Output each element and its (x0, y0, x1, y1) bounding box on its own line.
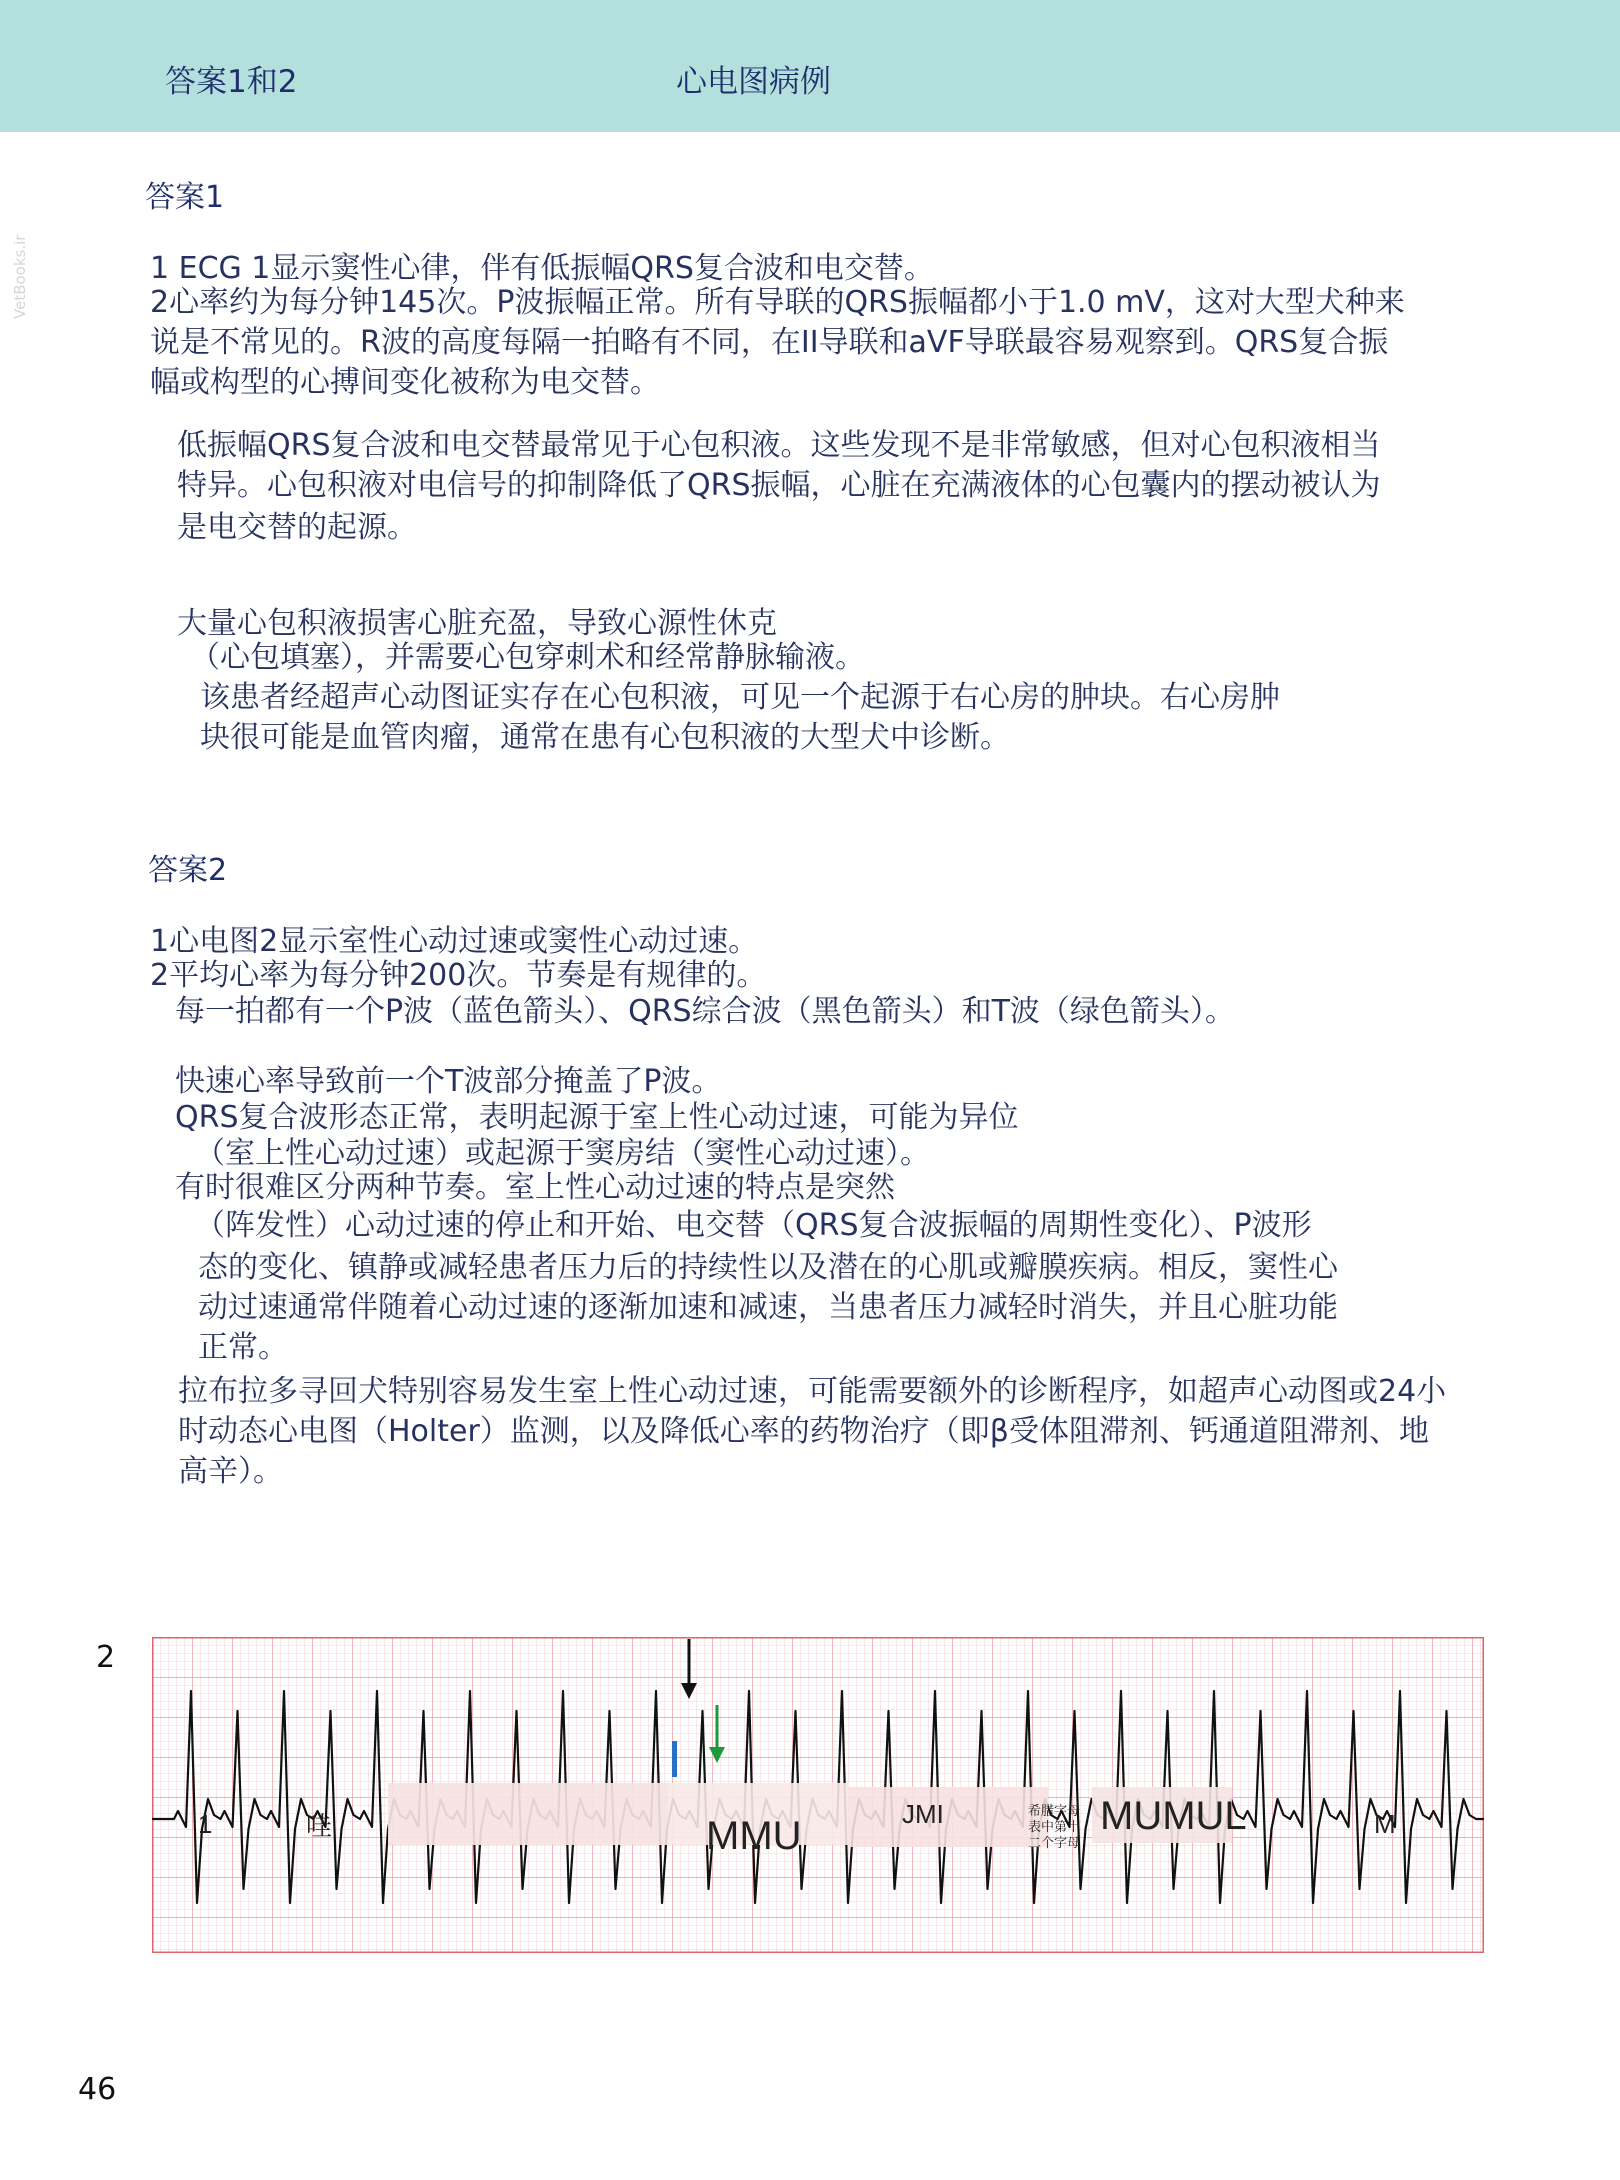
answer1-line: 块很可能是血管肉瘤，通常在患有心包积液的大型犬中诊断。 (200, 720, 1010, 755)
watermark: VetBooks.ir (11, 234, 29, 319)
ecg-label: MMU (706, 1814, 802, 1858)
answer2-line: 拉布拉多寻回犬特别容易发生室上性心动过速，可能需要额外的诊断程序，如超声心动图或24小 (178, 1374, 1447, 1409)
ecg-blur-patch (848, 1787, 1048, 1847)
ecg-label: 1 (198, 1809, 213, 1839)
answer2-line: 2平均心率为每分钟200次。节奏是有规律的。 (150, 958, 767, 993)
p-wave-arrow (672, 1741, 677, 1777)
answer1-line: 该患者经超声心动图证实存在心包积液，可见一个起源于右心房的肿块。右心房肿 (200, 680, 1280, 715)
answer2-line: 动过速通常伴随着心动过速的逐渐加速和减速，当患者压力减轻时消失，并且心脏功能 (198, 1290, 1338, 1325)
ecg-blur-patch (388, 1783, 668, 1845)
ecg-label: MUMUL (1100, 1794, 1247, 1838)
answer1-line: 是电交替的起源。 (177, 510, 417, 545)
answer1-line: 2心率约为每分钟145次。P波振幅正常。所有导联的QRS振幅都小于1.0 mV，这对大型犬种来 (150, 285, 1405, 320)
page-header (0, 0, 1620, 132)
figure-number: 2 (96, 1640, 116, 1675)
answer1-line: 幅或构型的心搏间变化被称为电交替。 (150, 365, 660, 400)
answer2-heading: 答案2 (148, 853, 228, 888)
answer2-line: 有时很难区分两种节奏。室上性心动过速的特点是突然 (175, 1170, 895, 1205)
answer2-line: 1心电图2显示室性心动过速或窦性心动过速。 (150, 924, 759, 959)
ecg-strip (152, 1637, 1484, 1953)
answer2-line: 正常。 (198, 1330, 288, 1365)
answer1-line: 特异。心包积液对电信号的抑制降低了QRS振幅，心脏在充满液体的心包囊内的摆动被认为 (177, 468, 1381, 503)
answer1-heading: 答案1 (145, 180, 225, 215)
answer1-line: 1 ECG 1显示窦性心律，伴有低振幅QRS复合波和电交替。 (150, 251, 934, 286)
ecg-label: 希腊字母 (1028, 1804, 1081, 1819)
answer1-line: 大量心包积液损害心脏充盈，导致心源性休克 (177, 606, 777, 641)
page-number: 46 (78, 2072, 117, 2107)
answer2-line: 高辛）。 (178, 1454, 283, 1489)
answer2-line: （室上性心动过速）或起源于窦房结（窦性心动过速）。 (195, 1136, 930, 1171)
answer2-line: 态的变化、镇静或减轻患者压力后的持续性以及潜在的心肌或瓣膜疾病。相反，窦性心 (198, 1250, 1338, 1285)
ecg-label: JMI (902, 1799, 944, 1829)
answer1-line: 低振幅QRS复合波和电交替最常见于心包积液。这些发现不是非常敏感，但对心包积液相当 (177, 428, 1381, 463)
ecg-label: M (1374, 1809, 1396, 1839)
answer2-line: QRS复合波形态正常，表明起源于室上性心动过速，可能为异位 (175, 1100, 1019, 1135)
answer1-line: （心包填塞），并需要心包穿刺术和经常静脉输液。 (190, 640, 865, 675)
answer2-line: 快速心率导致前一个T波部分掩盖了P波。 (175, 1064, 722, 1099)
answer2-line: 每一拍都有一个P波（蓝色箭头）、QRS综合波（黑色箭头）和T波（绿色箭头）。 (175, 994, 1235, 1029)
header-section-label: 答案1和2 (165, 64, 298, 100)
header-title: 心电图病例 (676, 64, 831, 100)
ecg-label: 二个字母 (1028, 1836, 1081, 1851)
ecg-label: 表中第十 (1028, 1820, 1081, 1835)
answer2-line: 时动态心电图（Holter）监测，以及降低心率的药物治疗（即β受体阻滞剂、钙通道阻滞剂、地 (178, 1414, 1429, 1449)
answer2-line: （阵发性）心动过速的停止和开始、电交替（QRS复合波振幅的周期性变化）、P波形 (195, 1208, 1312, 1243)
ecg-label: 哇 (306, 1812, 333, 1842)
answer1-line: 说是不常见的。R波的高度每隔一拍略有不同，在II导联和aVF导联最容易观察到。QRS复合振 (150, 325, 1389, 360)
